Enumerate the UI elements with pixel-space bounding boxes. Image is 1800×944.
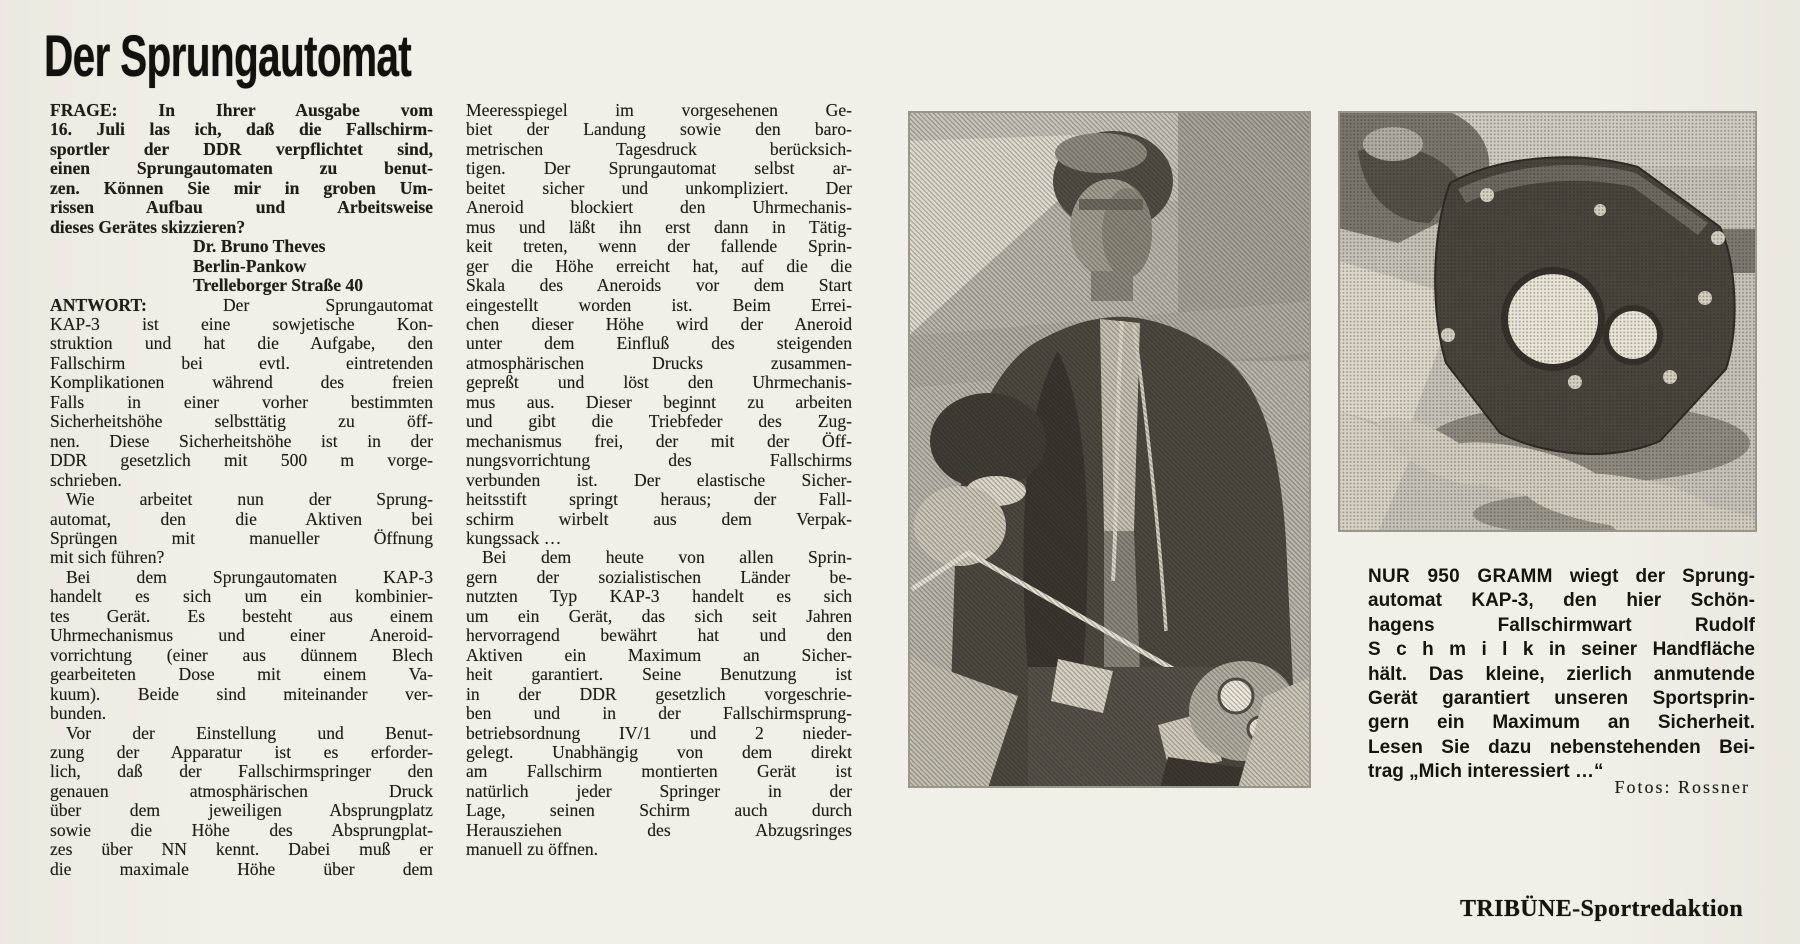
text-line: mechanismus frei, der mit der Öff-: [466, 430, 852, 451]
text-line: Vor der Einstellung und Benut-: [66, 722, 433, 743]
text-line: Bei dem Sprungautomaten KAP-3: [66, 566, 433, 587]
text-line: Dr. Bruno Theves: [193, 236, 326, 257]
text-line: ben und in der Fallschirmsprung-: [466, 703, 852, 724]
text-line: nungsvorrichtung des Fallschirms: [466, 450, 852, 471]
text-line: metrischen Tagesdruck berücksich-: [466, 138, 852, 159]
text-line: beitet sicher und unkompliziert. Der: [466, 177, 852, 198]
text-line: hervorragend bewährt hat und den: [466, 625, 852, 646]
text-line: zes über NN kennt. Dabei muß er: [50, 839, 433, 860]
lead-word: NUR 950 GRAMM: [1368, 566, 1553, 587]
text-line: Sprüngen mit manueller Öffnung: [50, 527, 433, 548]
text-line: tes Gerät. Es besteht aus einem: [50, 605, 433, 626]
text-line: chen dieser Höhe wird der Aneroid: [466, 313, 852, 334]
photo-man-holding-ripcord: [908, 111, 1311, 788]
text-line: lich, daß der Fallschirmspringer den: [50, 761, 433, 782]
text-line: mit sich führen?: [50, 547, 165, 568]
text-line: 16. Juli las ich, daß die Fallschirm-: [50, 119, 433, 140]
text-line: Uhrmechanismus und einer Aneroid-: [50, 625, 433, 646]
text-line: ger die Höhe erreicht hat, auf die die: [466, 255, 852, 276]
text-line: NUR 950 GRAMM wiegt der Sprung-: [1368, 566, 1756, 587]
text-line: KAP-3 ist eine sowjetische Kon-: [50, 313, 433, 334]
text-line: gern der sozialistischen Länder be-: [466, 566, 852, 587]
text-line: mus und läßt ihn erst dann in Tätig-: [466, 216, 852, 237]
text-line: heitsstift springt heraus; der Fall-: [466, 489, 852, 510]
text-line: keit treten, wenn der fallende Sprin-: [466, 236, 852, 257]
text-line: dieses Gerätes skizzieren?: [50, 216, 246, 237]
text-line: rissen Aufbau und Arbeitsweise: [50, 197, 433, 218]
editorial-signature: TRIBÜNE-Sportredaktion: [1460, 896, 1744, 922]
text-line: zen. Können Sie mir in groben Um-: [50, 177, 433, 198]
text-line: biet der Landung sowie den baro-: [466, 119, 852, 140]
text-line: Lage, seinen Schirm auch durch: [466, 800, 852, 821]
text-line: natürlich jeder Springer in der: [466, 780, 852, 801]
text-line: manuell zu öffnen.: [466, 839, 599, 860]
text-line: über dem jeweiligen Absprungplatz: [50, 800, 433, 821]
text-line: struktion und hat die Aufgabe, den: [50, 333, 433, 354]
text-line: Komplikationen während des freien: [50, 372, 433, 393]
text-line: Wie arbeitet nun der Sprung-: [66, 489, 433, 510]
text-line: S c h m i l k in seiner Handfläche: [1368, 639, 1755, 661]
text-line: ANTWORT: Der Sprungautomat: [50, 294, 433, 315]
text-line: handelt es sich um ein kombinier-: [50, 586, 433, 607]
halftone-photo-man: [908, 111, 1311, 788]
text-line: kuum). Beide sind miteinander ver-: [50, 683, 433, 704]
text-line: schrieben.: [50, 469, 122, 490]
text-line: betriebsordnung IV/1 und 2 nieder-: [466, 722, 852, 743]
text-line: gern ein Maximum an Sicherheit.: [1368, 712, 1755, 734]
text-line: in der DDR gesetzlich vorgeschrie-: [466, 683, 852, 704]
text-line: Falls in einer vorher bestimmten: [50, 391, 433, 412]
text-line: Aneroid blockiert den Uhrmechanis-: [466, 197, 852, 218]
text-line: nen. Diese Sicherheitshöhe ist in der: [50, 430, 433, 451]
text-line: heit garantiert. Seine Benutzung ist: [466, 664, 852, 685]
halftone-photo-device: [1338, 111, 1757, 532]
text-line: gelegt. Unabhängig von dem direkt: [466, 741, 852, 762]
text-line: und gibt die Triebfeder des Zug-: [466, 411, 852, 432]
text-line: mus aus. Dieser beginnt zu arbeiten: [466, 391, 852, 412]
text-line: Fallschirm bei evtl. eintretenden: [50, 352, 433, 373]
text-line: schirm wirbelt aus dem Verpak-: [466, 508, 852, 529]
text-line: Bei dem heute von allen Sprin-: [482, 547, 852, 568]
lead-word: ANTWORT:: [50, 294, 147, 315]
text-line: einen Sprungautomaten zu benut-: [50, 158, 433, 179]
text-line: um ein Gerät, das sich seit Jahren: [466, 605, 852, 626]
text-line: Herausziehen des Abzugsringes: [466, 819, 852, 840]
text-line: Lesen Sie dazu nebenstehenden Bei-: [1368, 736, 1755, 758]
photo-credit: Fotos: Rossner: [1614, 777, 1750, 797]
text-line: kungssack …: [466, 527, 562, 548]
text-line: bunden.: [50, 703, 107, 724]
text-line: automat, den die Aktiven bei: [50, 508, 433, 529]
text-line: Sicherheitshöhe selbsttätig zu öff-: [50, 411, 433, 432]
text-line: hagens Fallschirmwart Rudolf: [1368, 614, 1755, 636]
text-line: atmosphärischen Drucks zusammen-: [466, 352, 852, 373]
text-line: unter dem Einfluß des steigenden: [466, 333, 852, 354]
text-line: die maximale Höhe über dem: [50, 858, 433, 879]
text-line: Gerät garantiert unseren Sportsprin-: [1368, 688, 1755, 710]
text-line: verbunden ist. Der elastische Sicher-: [466, 469, 852, 490]
text-line: nutzten Typ KAP-3 handelt es sich: [466, 586, 852, 607]
text-line: genauen atmosphärischen Druck: [50, 780, 433, 801]
article-headline: Der Sprungautomat: [44, 24, 412, 89]
text-line: sportler der DDR verpflichtet sind,: [50, 138, 433, 159]
article-column-1: [50, 101, 433, 879]
text-line: tigen. Der Sprungautomat selbst ar-: [466, 158, 852, 179]
photo-kap3-device-in-hand: [1338, 111, 1757, 532]
text-line: zung der Apparatur ist es erforder-: [50, 741, 433, 762]
text-line: gearbeiteten Dose mit einem Va-: [50, 664, 433, 685]
text-line: Aktiven ein Maximum an Sicher-: [466, 644, 852, 665]
text-line: Berlin-Pankow: [193, 255, 307, 276]
text-line: eingestellt worden ist. Beim Errei-: [466, 294, 852, 315]
text-line: vorrichtung (einer aus dünnem Blech: [50, 644, 433, 665]
text-line: trag „Mich interessiert …“: [1368, 761, 1604, 783]
text-line: Trelleborger Straße 40: [193, 275, 364, 296]
text-line: automat KAP-3, den hier Schön-: [1368, 590, 1755, 612]
text-line: sowie die Höhe des Absprungplat-: [50, 819, 433, 840]
article-column-2: [466, 101, 852, 860]
text-line: gepreßt und löst den Uhrmechanis-: [466, 372, 852, 393]
text-line: hält. Das kleine, zierlich anmutende: [1368, 663, 1755, 685]
text-line: Meeresspiegel im vorgesehenen Ge-: [466, 100, 852, 120]
text-line: Skala des Aneroids vor dem Start: [466, 275, 852, 296]
text-line: DDR gesetzlich mit 500 m vorge-: [50, 450, 433, 471]
text-line: am Fallschirm montierten Gerät ist: [466, 761, 852, 782]
photo-caption: [1368, 565, 1755, 785]
text-line: FRAGE: In Ihrer Ausgabe vom: [50, 100, 433, 120]
